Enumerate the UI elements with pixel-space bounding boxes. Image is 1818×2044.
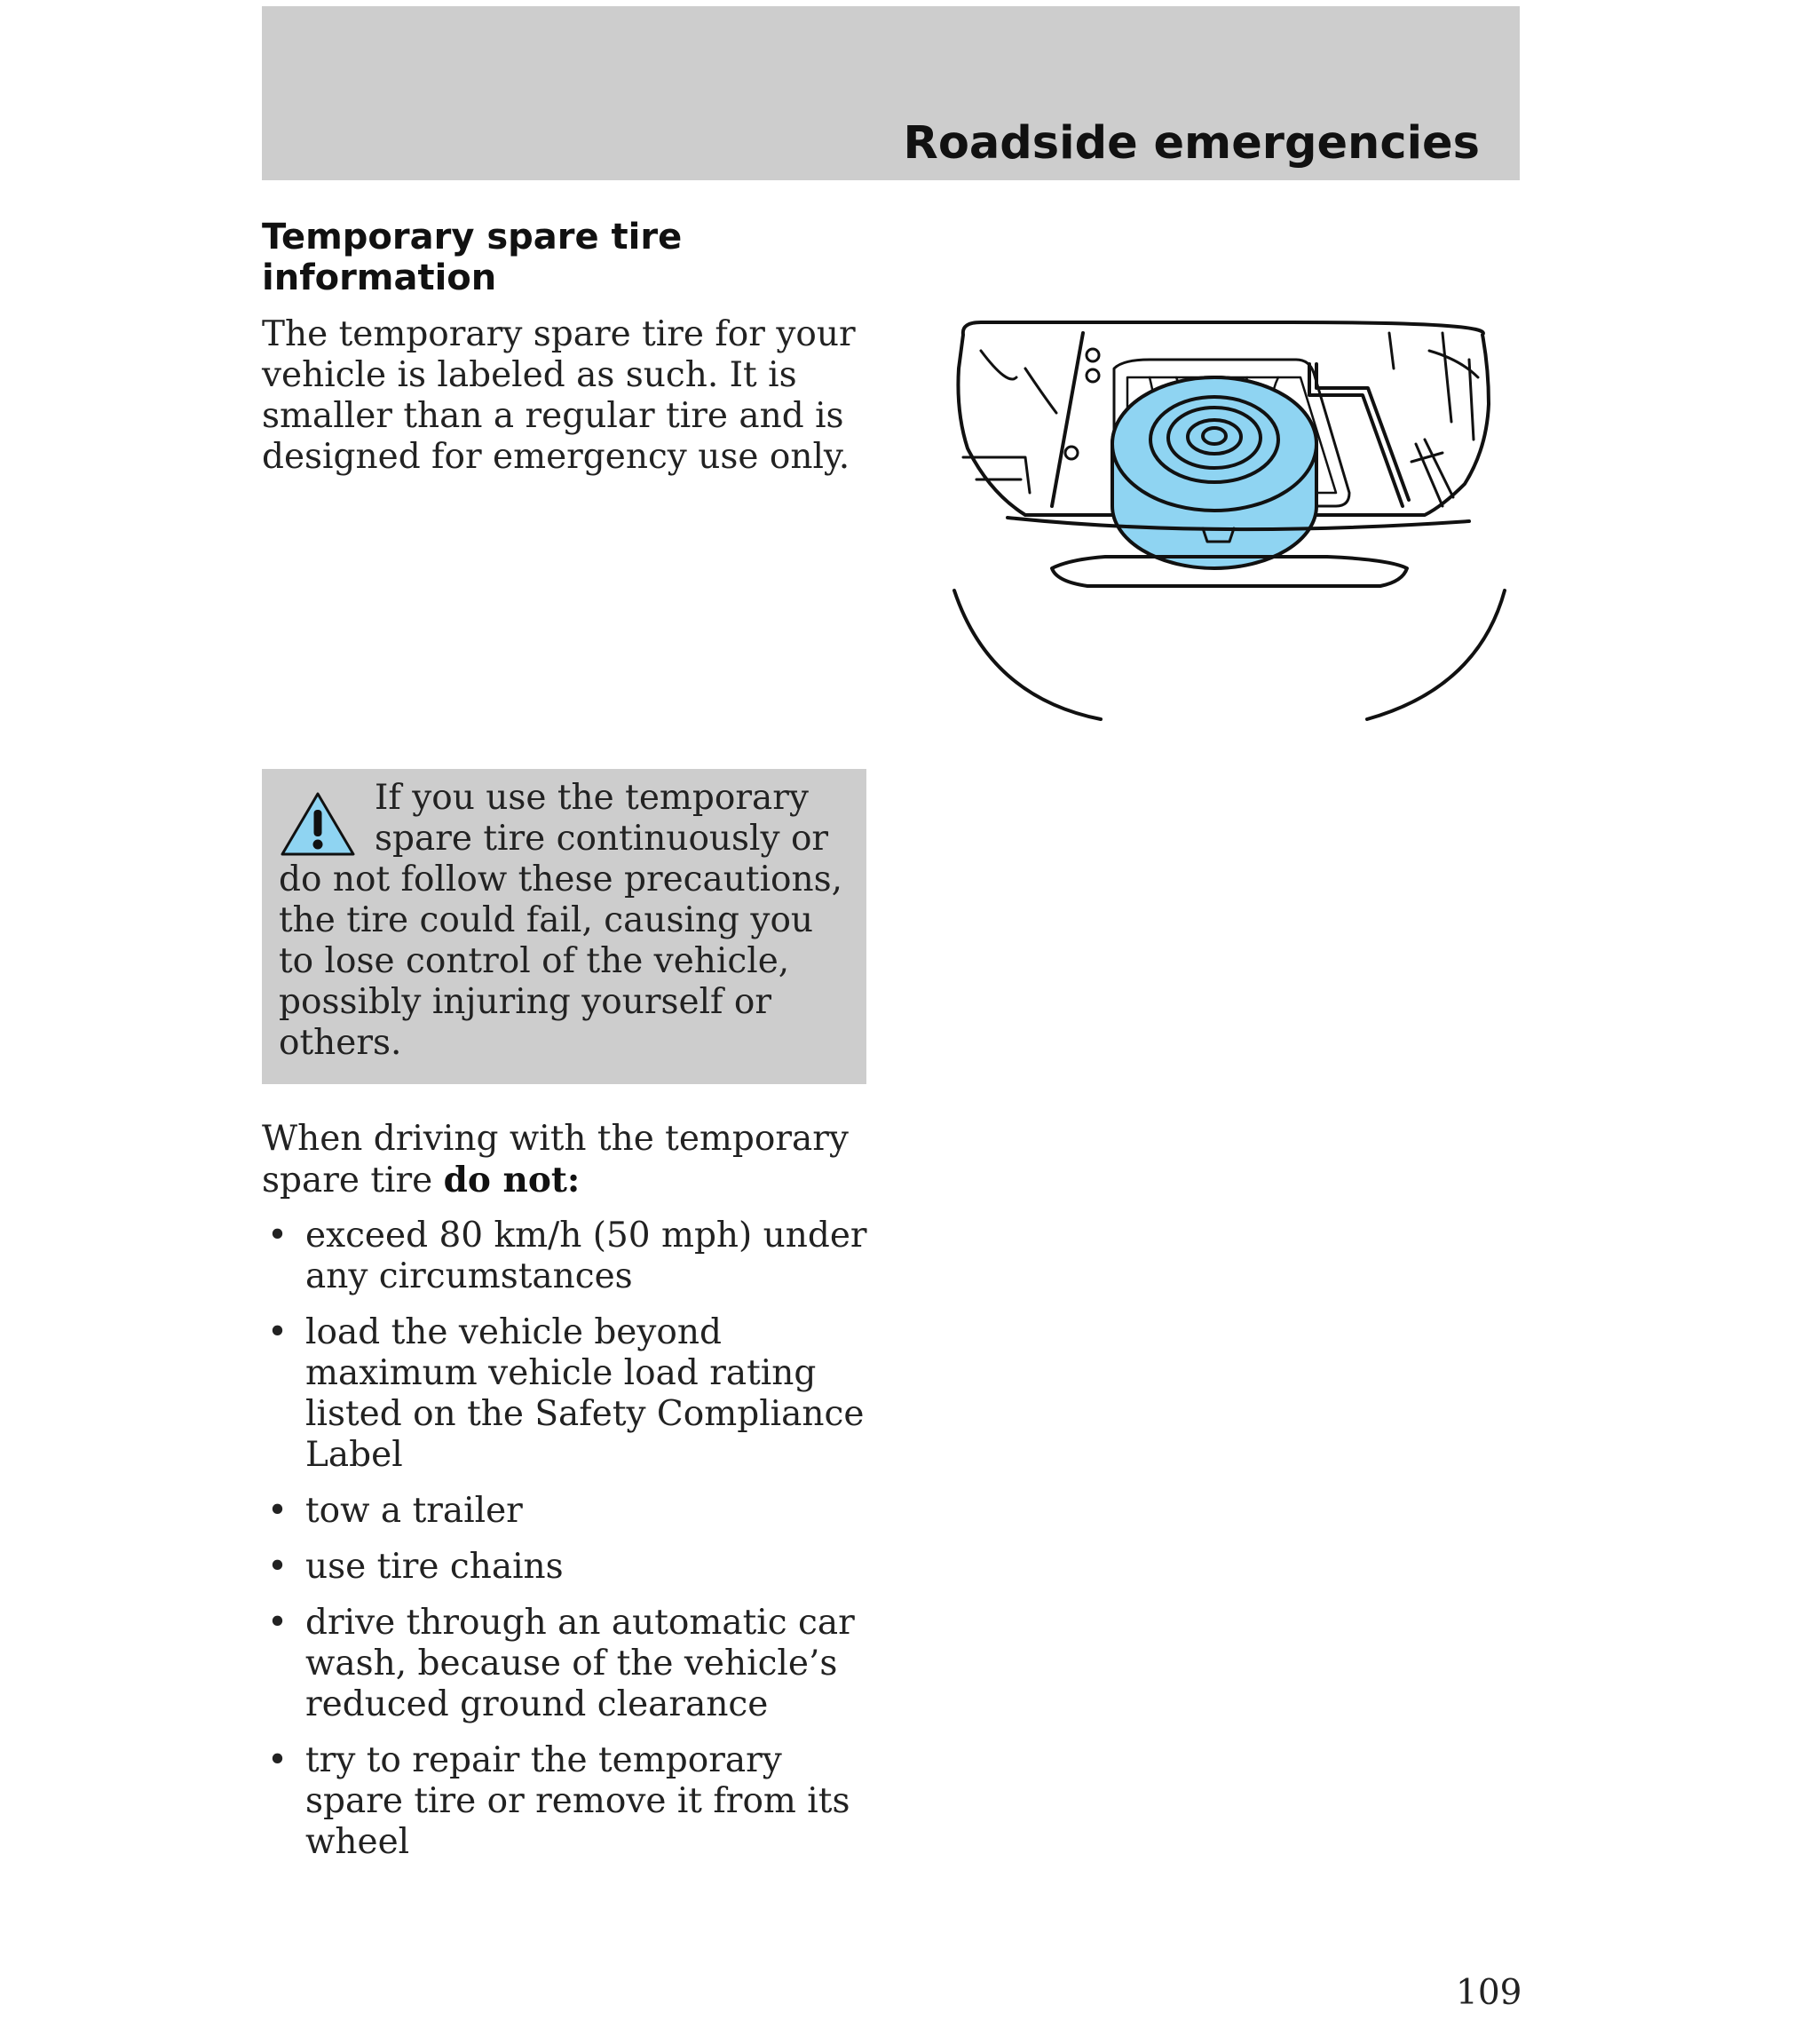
driving-intro-emphasis: do not:: [443, 1160, 581, 1200]
list-item: [262, 1216, 883, 1297]
page-number: 109: [1456, 1973, 1522, 2013]
jack-handle: [1309, 364, 1403, 506]
bullet: •: [267, 1491, 289, 1531]
trunk-right-wall: [1443, 333, 1451, 422]
intro-paragraph: The temporary spare tire for your vehicle is labeled as such. It is smaller than a regular tire and is designed for emergency use only.: [262, 314, 856, 477]
bullet: •: [267, 1603, 289, 1643]
list-item-text: drive through an automatic car wash, because of the vehicle’s reduced ground clearance: [305, 1603, 855, 1724]
driving-intro-text: When driving with the temporary spare tire: [262, 1119, 849, 1200]
section-title: Roadside emergencies: [903, 117, 1480, 170]
trunk-left-wall: [1052, 333, 1083, 506]
driving-intro: [262, 1119, 874, 1201]
list-item-text: load the vehicle beyond maximum vehicle load rating listed on the Safety Compliance Label: [305, 1312, 865, 1475]
list-item: [262, 1547, 883, 1588]
list-item-text: try to repair the temporary spare tire or remove it from its wheel: [305, 1740, 850, 1862]
list-item: [262, 1312, 883, 1476]
list-item: [262, 1740, 883, 1863]
warning-box: [262, 769, 866, 1084]
warning-triangle-icon: [279, 790, 357, 860]
bullet: •: [267, 1312, 289, 1352]
header-band: [262, 6, 1520, 180]
list-item: [262, 1491, 883, 1532]
list-item-text: exceed 80 km/h (50 mph) under any circumstances: [305, 1216, 867, 1296]
warning-text: If you use the temporary spare tire continuously or do not follow these precautions, the tire could fail, causing you to lose control of the vehicle, possibly injuring yourself or others.: [279, 778, 843, 1063]
jack: [1411, 440, 1453, 506]
precautions-list: [262, 1216, 883, 1878]
list-item-text: use tire chains: [305, 1547, 564, 1587]
bullet: •: [267, 1547, 289, 1587]
subheading: Temporary spare tire information: [262, 217, 683, 298]
bullet: •: [267, 1216, 289, 1256]
list-item: [262, 1603, 883, 1725]
trunk-spare-tire-illustration: [945, 315, 1514, 724]
bullet: •: [267, 1740, 289, 1780]
list-item-text: tow a trailer: [305, 1491, 523, 1531]
